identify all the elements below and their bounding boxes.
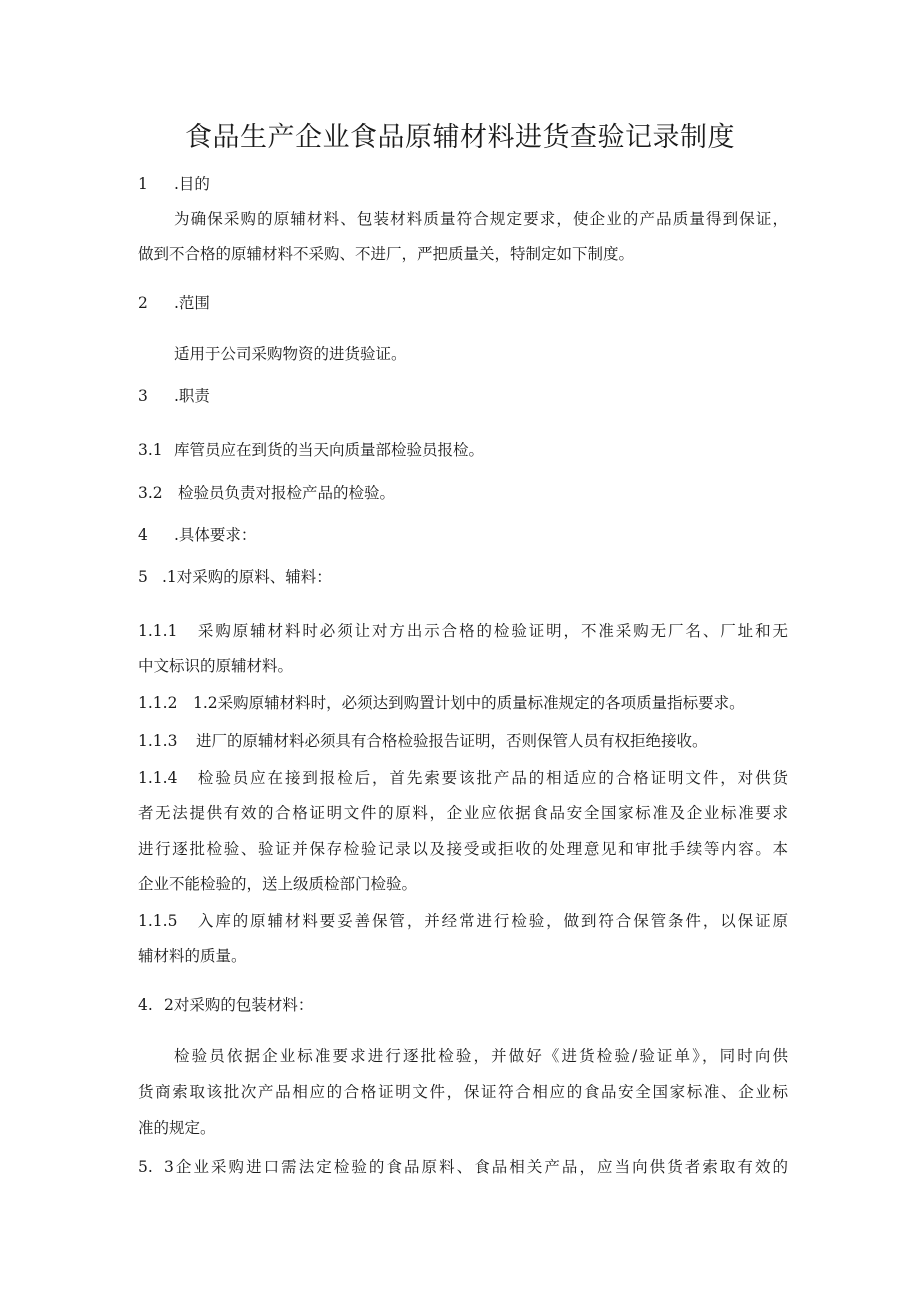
section-heading-text: .职责 bbox=[174, 387, 210, 405]
item-1-1-3 bbox=[138, 729, 708, 753]
item-number: 1.1.2 bbox=[138, 694, 178, 712]
paragraph-line: 做到不合格的原辅材料不采购、不进厂，严把质量关，特制定如下制度。 bbox=[138, 245, 635, 263]
item-text: 采购原辅材料时必须让对方出示合格的检验证明，不准采购无厂名、厂址和无 bbox=[196, 622, 788, 640]
clause-3-1 bbox=[138, 438, 484, 462]
section-4-2-heading bbox=[138, 993, 313, 1017]
section-number: 5. bbox=[138, 1158, 153, 1176]
item-number: 1.1.3 bbox=[138, 732, 178, 750]
paragraph-line: 准的规定。 bbox=[138, 1119, 216, 1137]
item-text: 1.2采购原辅材料时，必须达到购置计划中的质量标准规定的各项质量指标要求。 bbox=[193, 694, 745, 712]
section-number: 2 bbox=[138, 294, 148, 312]
section-2-heading bbox=[138, 291, 210, 315]
paragraph-line: 企业不能检验的，送上级质检部门检验。 bbox=[138, 875, 418, 893]
clause-number: 3.1 bbox=[138, 441, 163, 459]
item-1-1-2 bbox=[138, 691, 745, 715]
item-text: 入库的原辅材料要妥善保管，并经常进行检验，做到符合保管条件，以保证原 bbox=[196, 912, 788, 930]
section-1-heading bbox=[138, 172, 210, 196]
document-title: 食品生产企业食品原辅材料进货查验记录制度 bbox=[185, 122, 735, 153]
item-number: 1.1.5 bbox=[138, 912, 178, 930]
paragraph-line: 进行逐批检验、验证并保存检验记录以及接受或拒收的处理意见和审批手续等内容。本 bbox=[138, 840, 788, 858]
section-heading-text: .具体要求： bbox=[174, 526, 257, 544]
section-3-heading bbox=[138, 384, 210, 408]
section-4-heading bbox=[138, 523, 256, 547]
paragraph-line: 者无法提供有效的合格证明文件的原料，企业应依据食品安全国家标准及企业标准要求 bbox=[138, 804, 788, 822]
section-text: 3企业采购进口需法定检验的食品原料、食品相关产品，应当向供货者索取有效的 bbox=[164, 1158, 788, 1176]
item-1-1-4 bbox=[138, 766, 788, 790]
paragraph-line: 辅材料的质量。 bbox=[138, 947, 247, 965]
section-5-heading bbox=[138, 565, 332, 589]
paragraph-line: 中文标识的原辅材料。 bbox=[138, 657, 294, 675]
clause-text: 库管员应在到货的当天向质量部检验员报检。 bbox=[174, 441, 485, 459]
clause-number: 3.2 bbox=[138, 484, 163, 502]
section-number: 4. bbox=[138, 996, 153, 1014]
section-heading-text: .1对采购的原料、辅料： bbox=[162, 568, 332, 586]
section-number: 4 bbox=[138, 526, 148, 544]
paragraph-line: 为确保采购的原辅材料、包装材料质量符合规定要求，使企业的产品质量得到保证， bbox=[174, 210, 788, 228]
section-number: 1 bbox=[138, 175, 148, 193]
section-heading-text: .范围 bbox=[174, 294, 210, 312]
item-1-1-1 bbox=[138, 619, 788, 643]
clause-3-2 bbox=[138, 481, 395, 505]
item-number: 1.1.4 bbox=[138, 769, 178, 787]
paragraph-line: 适用于公司采购物资的进货验证。 bbox=[174, 345, 407, 363]
section-5-3 bbox=[138, 1155, 788, 1179]
item-number: 1.1.1 bbox=[138, 622, 178, 640]
item-1-1-5 bbox=[138, 909, 788, 933]
item-text: 进厂的原辅材料必须具有合格检验报告证明，否则保管人员有权拒绝接收。 bbox=[196, 732, 708, 750]
section-number: 5 bbox=[138, 568, 148, 586]
section-heading-text: 2对采购的包装材料： bbox=[164, 996, 314, 1014]
item-text: 检验员应在接到报检后，首先索要该批产品的相适应的合格证明文件，对供货 bbox=[196, 769, 788, 787]
clause-text: 检验员负责对报检产品的检验。 bbox=[178, 484, 396, 502]
section-number: 3 bbox=[138, 387, 148, 405]
paragraph-line: 货商索取该批次产品相应的合格证明文件，保证符合相应的食品安全国家标准、企业标 bbox=[138, 1083, 788, 1101]
paragraph-line: 检验员依据企业标准要求进行逐批检验，并做好《进货检验/验证单》，同时向供 bbox=[174, 1047, 788, 1065]
section-heading-text: .目的 bbox=[174, 175, 210, 193]
